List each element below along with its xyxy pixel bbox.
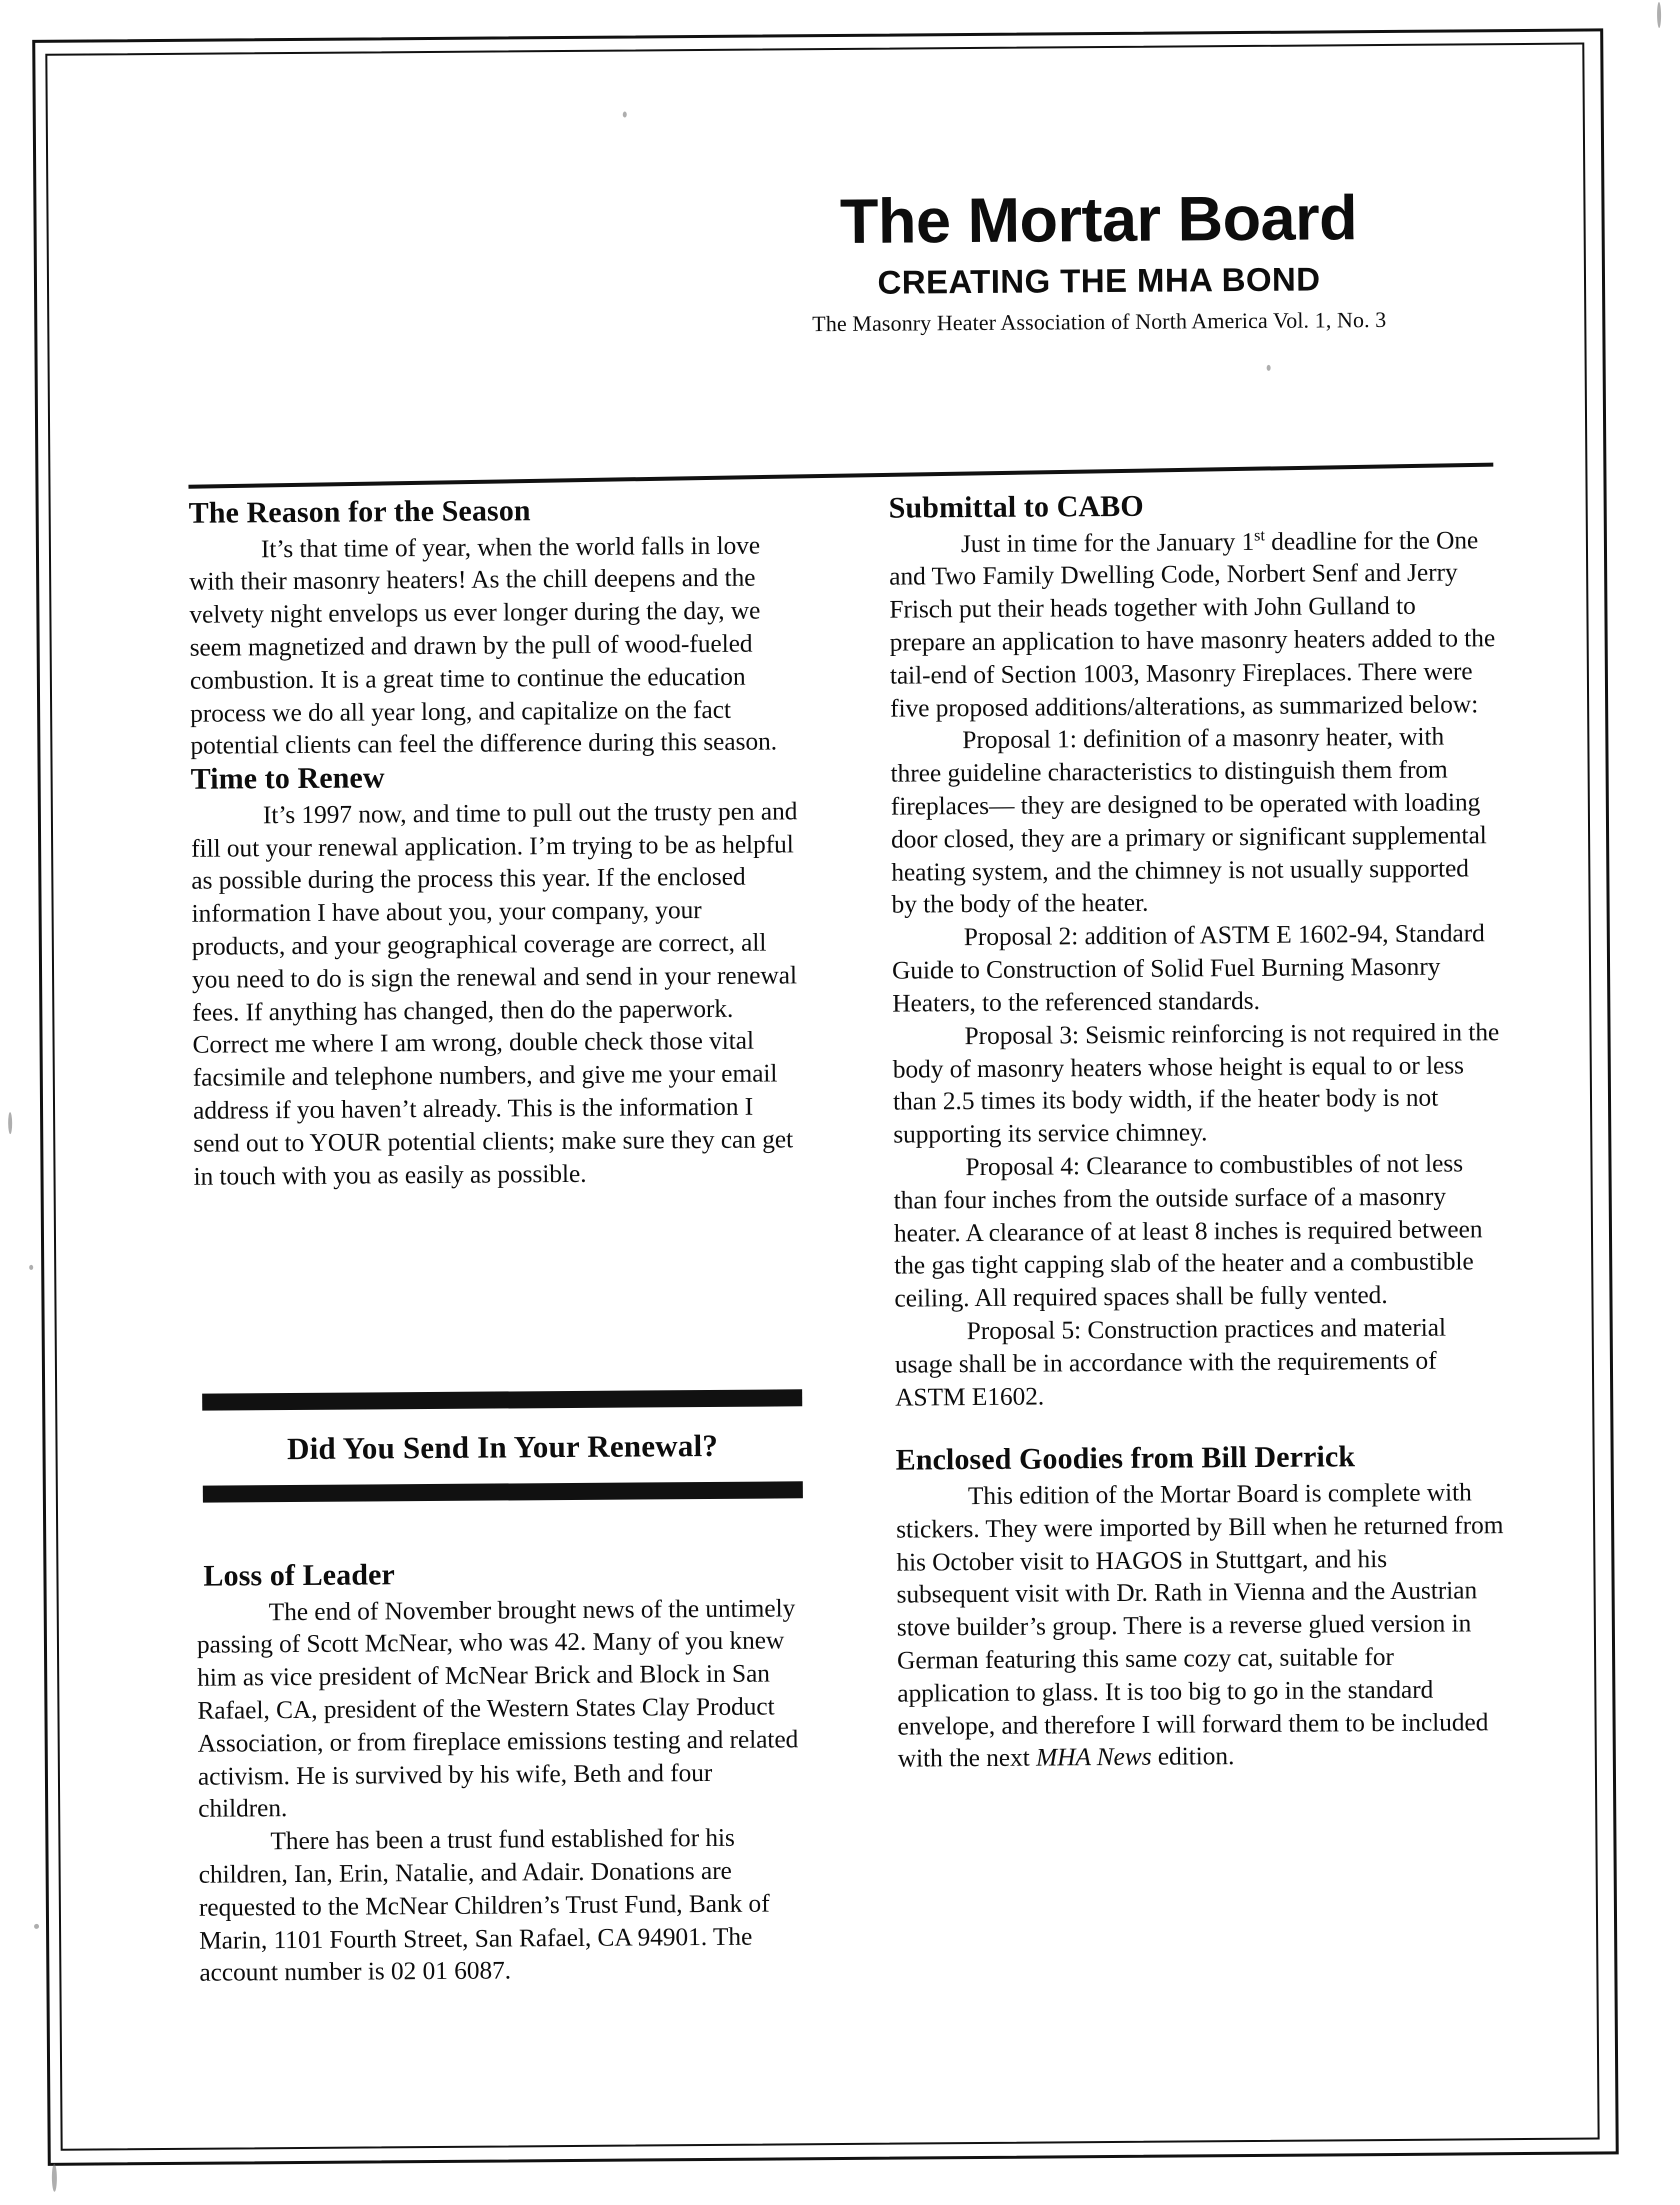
masthead xyxy=(633,185,1564,339)
scan-speck xyxy=(623,112,627,118)
section-body-submittal-intro xyxy=(889,524,1498,725)
intro-text-pre: Just in time for the January 1 xyxy=(960,527,1255,558)
proposal-1: Proposal 1: definition of a masonry heater, with three guideline characteristics to distinguish them from fireplaces— they are designed to be operated with loading door closed, they are a primary or significant supplemental heating system, and the chimney is not usually supported by the body of the heater. xyxy=(890,722,1487,920)
left-column xyxy=(189,492,802,1193)
banner-text: Did You Send In Your Renewal? xyxy=(286,1427,719,1467)
renewal-banner xyxy=(202,1389,803,1502)
newsletter-org-line: The Masonry Heater Association of North America Vol. 1, No. 3 xyxy=(812,307,1387,337)
section-body-loss-of-leader-1: The end of November brought news of the untimely passing of Scott McNear, who was 42. Many of you knew him as vice president of McNear Brick and Block in San Rafael, CA, president of the Western States Clay Product Association, or from fireplace emissions testing and related activism. He is survived by his wife, Beth and four children. xyxy=(196,1593,799,1824)
proposal-5: Proposal 5: Construction practices and material usage shall be in accordance with the requirements of ASTM E1602. xyxy=(894,1313,1447,1412)
proposal-3: Proposal 3: Seismic reinforcing is not required in the body of masonry heaters whose height is equal to or less than 2.5 times its body width, if the heater body is not supporting its service chimney. xyxy=(892,1017,1500,1149)
proposal-2: Proposal 2: addition of ASTM E 1602-94, Standard Guide to Construction of Solid Fuel Burning Masonry Heaters, to the referenced standards. xyxy=(891,919,1485,1018)
scan-speck xyxy=(1657,2,1661,28)
newsletter-tagline: CREATING THE MHA BOND xyxy=(877,260,1321,301)
section-heading-submittal-to-cabo: Submittal to CABO xyxy=(888,489,1144,525)
section-heading-time-to-renew: Time to Renew xyxy=(190,761,385,796)
scan-speck xyxy=(52,2164,57,2192)
section-body-loss-of-leader-2: There has been a trust fund established for his children, Ian, Erin, Natalie, and Adair. Donations are requested to the McNear Children’s Trust Fund, Bank of Marin, 1101 Fourth Street, San Rafael, CA 94901. The account number is 02 01 6087. xyxy=(198,1823,770,1988)
newsletter-title: The Mortar Board xyxy=(839,183,1358,257)
section-body-time-to-renew: It’s 1997 now, and time to pull out the trusty pen and fill out your renewal application. I’m trying to be as helpful as possible during the process this year. If the enclosed information I have about you, your company, your products, and your geographical coverage are correct, all you need to do is sign the renewal and send in your renewal fees. If anything has changed, then do the paperwork. Correct me where I am wrong, double check those vital facsimile and telephone numbers, and give me your email address if you haven’t already. This is the information I send out to YOUR potential clients; make sure they can get in touch with you as easily as possible. xyxy=(191,796,798,1191)
goodies-text-pre: This edition of the Mortar Board is complete with stickers. They were imported by Bill when he returned from his October visit to HAGOS in Stuttgart, and his subsequent visit with Dr. Rath in Vienna and the Austrian stove builder’s group. There is a reverse glued version in German featuring this same cozy cat, suitable for application to glass. It is too big to go in the standard envelope, and therefore I will forward them to be included with the next xyxy=(896,1478,1504,1774)
section-body-enclosed-goodies xyxy=(896,1476,1506,1776)
scan-speck xyxy=(34,1924,39,1929)
section-body-reason-for-the-season: It’s that time of year, when the world falls in love with their masonry heaters! As the chill deepens and the velvety night envelops us ever longer during the day, we seem magnetized and drawn by the pull of wood-fueled combustion. It is a great time to continue the education process we do all year long, and capitalize on the fact potential clients can feel the difference during this season. xyxy=(189,531,778,761)
intro-text-post: deadline for the One and Two Family Dwelling Code, Norbert Senf and Jerry Frisch put their heads together with John Gulland to prepare an application to have masonry heaters added to the tail-end of Section 1003, Masonry Fireplaces. There were five proposed additions/alterations, as summarized below: xyxy=(889,525,1496,723)
section-heading-loss-of-leader: Loss of Leader xyxy=(203,1558,395,1593)
proposal-4: Proposal 4: Clearance to combustibles of not less than four inches from the outside surface of a masonry heater. A clearance of at least 8 inches is required between the gas tight capping slab of the heater and a combustible ceiling. All required spaces shall be fully vented. xyxy=(893,1149,1483,1313)
right-column xyxy=(889,487,1506,1776)
publication-title-mha-news: MHA News xyxy=(1035,1743,1152,1773)
goodies-text-post: edition. xyxy=(1151,1742,1235,1772)
scan-speck xyxy=(8,1112,12,1134)
left-column-lower xyxy=(196,1555,807,1990)
section-heading-reason-for-the-season: The Reason for the Season xyxy=(188,494,531,530)
scan-speck xyxy=(29,1265,33,1270)
section-heading-enclosed-goodies: Enclosed Goodies from Bill Derrick xyxy=(895,1440,1356,1478)
scan-speck xyxy=(1267,365,1271,371)
ordinal-superscript: st xyxy=(1254,525,1265,544)
